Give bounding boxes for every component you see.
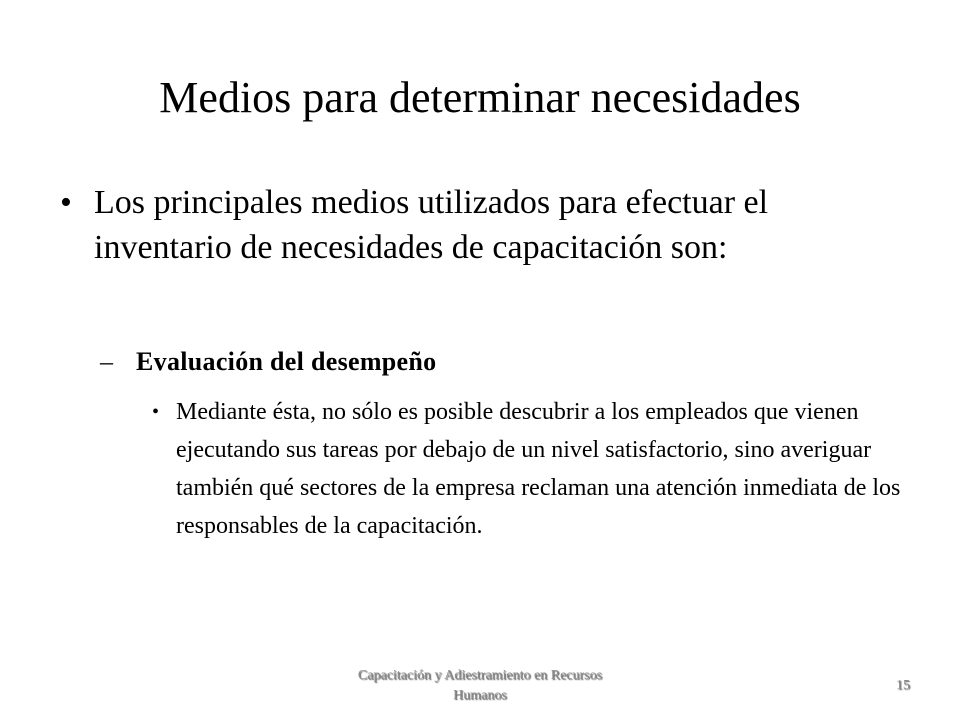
- bullet-level-3: [152, 393, 912, 545]
- bullet-level-2: [100, 342, 900, 382]
- dash-marker: –: [100, 347, 114, 376]
- bullet-marker: •: [60, 184, 72, 221]
- bullet-marker-small: •: [152, 401, 160, 423]
- bullet-level-1: [60, 180, 910, 270]
- sub-heading: Evaluación del desempeño: [136, 347, 437, 376]
- page-number: 15: [896, 678, 910, 693]
- footer-text: Capacitación y Adiestramiento en Recursos Humanos: [357, 668, 603, 703]
- bullet-text: Los principales medios utilizados para efectuar el inventario de necesidades de capacitación son:: [94, 184, 769, 266]
- slide-title: Medios para determinar necesidades: [159, 73, 801, 122]
- detail-text: Mediante ésta, no sólo es posible descubrir a los empleados que vienen ejecutando sus tareas por debajo de un nivel satisfactorio, sino averiguar también qué sectores de la empresa reclaman una atención inmediata de los responsables de la capacitación.: [176, 399, 901, 539]
